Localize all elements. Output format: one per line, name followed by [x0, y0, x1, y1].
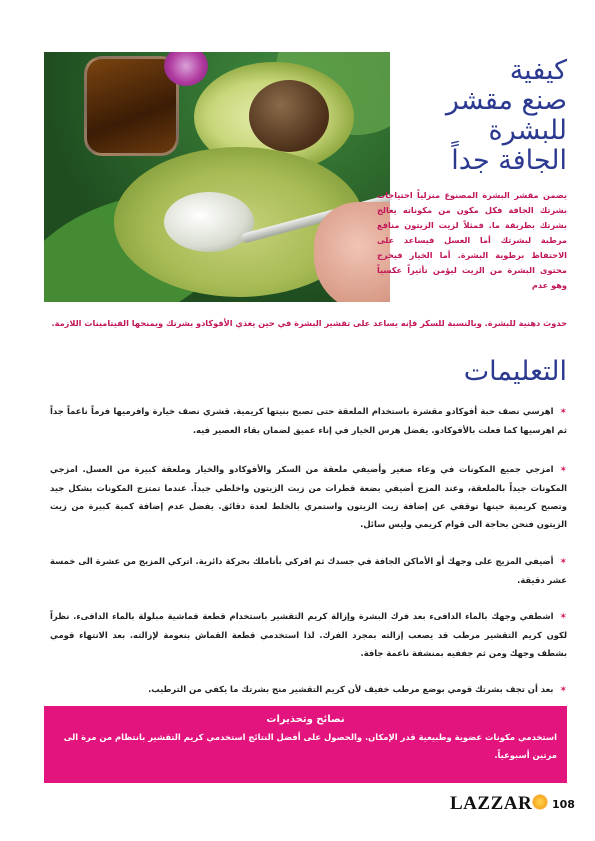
step-text: بعد أن تجف بشرتك قومي بوضع مرطب خفيف لأن كريم التقشير منح بشرتك ما يكفي من الترطيب. — [148, 684, 554, 694]
intro-paragraph: يضمن مقشر البشرة المصنوع منزلياً احتياجات بشرتك الجافة فكل مكون من مكوناته يعالج بشرتك بطريقة ما. فمثلاً لزيت الزيتون منافع مرطبة لبشرتك أما العسل فيساعد على الاحتفاظ برطوبة البشرة. أما الخيار فيخرج محتوى البشرة من الزيت ليؤمن تأثيراً عكسياً وهو عدم — [377, 190, 567, 290]
step-text: امزجي جميع المكونات في وعاء صغير وأضيفي ملعقة من السكر والأفوكادو والخيار وملعقة كبيرة من العسل. امزجي المكونات جيداً بالملعقة، وعند المزج أضيفي بضعة قطرات من زيت الزيتون واخلطي جيداً. عندما تمتزج المكونات بشكل جيد وتصبح كريمية حينها توقفي عن إضافة زيت الزيتون واستمري بالخلط لعدة دقائق. يفضل عدم إضافة كمية كبيرة من زيت الزيتون فنحن بحاجة الى قوام كريمي وليس سائل. — [50, 464, 567, 529]
step-text: اهرسي نصف حبة أفوكادو مقشرة باستخدام الملعقة حتى تصبح بنيتها كريمية. قشري نصف خيارة وافرميها فرماً ناعماً جداً ثم اهرسيها كما فعلت بالأفوكادو. يفضل هرس الخيار في إناء عميق لضمان بقاء العصير فيه. — [50, 406, 567, 435]
step-text: اشطفي وجهك بالماء الدافىء بعد فرك البشرة وإزالة كريم التقشير باستخدام قطعة قماشية مبلولة بالماء الدافىء. نظراً لكون كريم التقشير مرطب قد يصعب إزالته بمجرد الفرك. لذا استخدمي قطعة القماش بنعومة لإزالته. بعد الانتهاء قومي بشطف وجهك ومن ثم جففيه بمنشفة ناعمة جافة. — [50, 611, 567, 658]
list-item — [50, 460, 567, 533]
list-item — [50, 607, 567, 662]
tips-box — [44, 706, 567, 783]
brand-logo — [450, 793, 548, 815]
brand-wordmark: LAZZAR — [450, 793, 533, 814]
list-item — [50, 552, 567, 589]
avocado-pit — [249, 80, 329, 152]
star-bullet-icon: ✶ — [559, 685, 567, 695]
page-number: 108 — [552, 798, 575, 811]
sun-icon — [532, 794, 548, 810]
star-bullet-icon: ✶ — [559, 612, 567, 622]
star-bullet-icon: ✶ — [559, 557, 567, 567]
star-bullet-icon: ✶ — [559, 465, 567, 475]
step-text: أضيفي المزيج على وجهك أو الأماكن الجافة في جسدك ثم افركي بأناملك بحركة دائرية. اتركي المزيج من عشرة الى خمسة عشر دقيقة. — [50, 556, 567, 585]
tips-heading: نصائح وتحذيرات — [266, 714, 345, 725]
title-line: للبشرة — [488, 115, 567, 146]
article-title — [377, 56, 567, 176]
list-item — [50, 680, 567, 699]
title-line: كيفية — [509, 55, 567, 86]
title-line: الجافة جداً — [451, 145, 567, 176]
orchid-flower — [164, 52, 208, 86]
star-bullet-icon: ✶ — [559, 407, 567, 417]
intro-paragraph-continued: حدوث دهنية للبشرة. وبالنسبة للسكر فإنه يساعد على تقشير البشرة في حين يغذي الأفوكادو بشرتك ويمنحها الفيتامينات اللازمة. — [51, 318, 567, 328]
title-line: صنع مقشر — [445, 85, 567, 116]
tips-text: استخدمي مكونات عضوية وطبيعية قدر الإمكان. والحصول على أفضل النتائج استخدمي كريم التقشير بانتظام من مرة الى مرتين أسبوعياً. — [63, 732, 557, 760]
spoon — [164, 192, 254, 252]
article-photo — [44, 52, 390, 302]
list-item — [50, 402, 567, 439]
instructions-heading: التعليمات — [463, 356, 567, 387]
